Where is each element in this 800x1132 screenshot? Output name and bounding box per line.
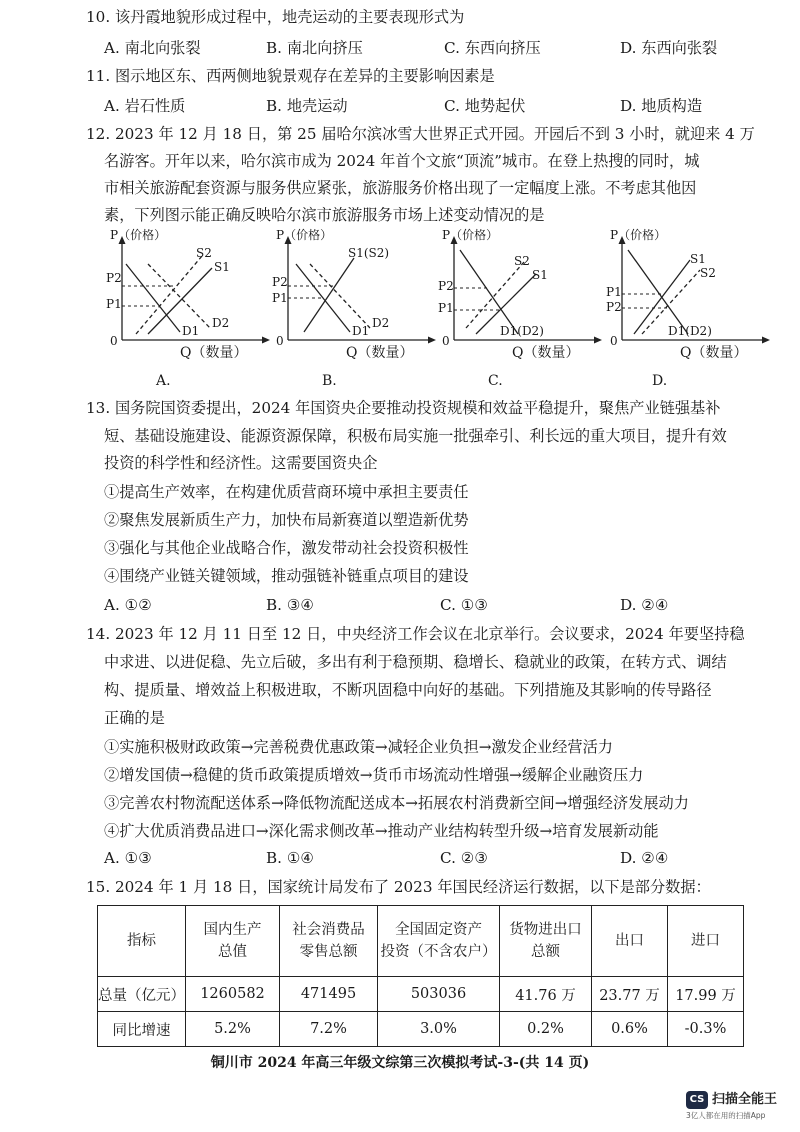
q13-option-a: A. ①②: [104, 596, 152, 614]
graph-d-p-top: P1: [606, 285, 622, 299]
q14-item-4: ④扩大优质消费品进口→深化需求侧改革→推动产业结构转型升级→培育发展新动能: [104, 822, 659, 840]
q12-line-2: 名游客。开年以来，哈尔滨市成为 2024 年首个文旅“顶流”城市。在登上热搜的同时，城: [104, 152, 700, 170]
q13-item-3: ③强化与其他企业战略合作，激发带动社会投资积极性: [104, 539, 469, 557]
table-cell: 471495: [280, 977, 378, 1012]
q14-item-3: ③完善农村物流配送体系→降低物流配送成本→拓展农村消费新空间→增强经济发展动力: [104, 794, 689, 812]
graph-b-curve-s1s2: S1(S2): [348, 246, 390, 260]
table-header-cell: 国内生产 总值: [186, 906, 280, 977]
brand-tagline: 3亿人都在用的扫描App: [686, 1111, 766, 1120]
q12-line-1: 12. 2023 年 12 月 18 日，第 25 届哈尔滨冰雪大世界正式开园。开园后不到 3 小时，就迎来 4 万: [86, 125, 755, 143]
table-header-row: [98, 906, 744, 977]
scanner-watermark: [682, 1089, 794, 1123]
table-row: [98, 977, 744, 1012]
graph-c-p-bottom: P1: [438, 301, 454, 315]
q10-option-d: D. 东西向张裂: [620, 39, 718, 57]
q14-option-d: D. ②④: [620, 849, 669, 867]
q14-option-c: C. ②③: [440, 849, 488, 867]
graph-d-curve-s1: S1: [690, 252, 706, 266]
q11-option-a: A. 岩石性质: [104, 97, 186, 115]
graph-c-curve-d1d2: D1(D2): [500, 324, 544, 338]
graph-d-curve-d1d2: D1(D2): [668, 324, 712, 338]
table-cell: 5.2%: [186, 1012, 280, 1047]
q14-line-2: 中求进、以进促稳、先立后破，多出有利于稳预期、稳增长、稳就业的政策，在转方式、调结: [104, 653, 727, 671]
graph-d-xlabel: Q（数量）: [680, 345, 748, 361]
graph-a: [96, 228, 276, 396]
q13-item-2: ②聚焦发展新质生产力，加快布局新赛道以塑造新优势: [104, 511, 469, 529]
q13-line-3: 投资的科学性和经济性。这需要国资央企: [104, 454, 378, 472]
camscanner-logo-icon: CS: [686, 1091, 708, 1109]
table-header-cell: 指标: [98, 906, 186, 977]
table-header-cell: 出口: [592, 906, 668, 977]
graph-d: [596, 228, 776, 396]
graph-b-caption: B.: [322, 373, 337, 389]
q13-item-1: ①提高生产效率，在构建优质营商环境中承担主要责任: [104, 483, 469, 501]
q13-line-2: 短、基础设施建设、能源资源保障，积极布局实施一批强牵引、利长远的重大项目，提升有效: [104, 427, 727, 445]
table-header-cell: 社会消费品 零售总额: [280, 906, 378, 977]
table-cell: 7.2%: [280, 1012, 378, 1047]
graph-d-caption: D.: [652, 373, 668, 389]
table-cell: 同比增速: [98, 1012, 186, 1047]
economic-data-table: [97, 905, 744, 1047]
table-cell: 总量（亿元）: [98, 977, 186, 1012]
q10-stem: 10. 该丹霞地貌形成过程中，地壳运动的主要表现形式为: [86, 8, 465, 26]
table-cell: 23.77 万: [592, 977, 668, 1012]
graph-c-p-top: P2: [438, 279, 454, 293]
table-cell: 503036: [378, 977, 500, 1012]
table-cell: 17.99 万: [668, 977, 744, 1012]
graph-a-curve-d2: D2: [212, 316, 230, 330]
page-footer: 铜川市 2024 年高三年级文综第三次模拟考试-3-(共 14 页): [210, 1055, 590, 1071]
q14-option-a: A. ①③: [104, 849, 152, 867]
graph-a-caption: A.: [156, 373, 171, 389]
graph-a-p-top: P2: [106, 271, 122, 285]
q12-line-3: 市相关旅游配套资源与服务供应紧张，旅游服务价格出现了一定幅度上涨。不考虑其他因: [104, 179, 697, 197]
graph-b-p-top: P2: [272, 275, 288, 289]
graph-b-ylabel: P（价格）: [276, 228, 333, 242]
graph-c-caption: C.: [488, 373, 503, 389]
table-header-cell: 进口: [668, 906, 744, 977]
q11-stem: 11. 图示地区东、西两侧地貌景观存在差异的主要影响因素是: [86, 67, 495, 85]
graph-a-curve-d1: D1: [182, 324, 200, 338]
brand-name: 扫描全能王: [712, 1092, 778, 1107]
q14-option-b: B. ①④: [266, 849, 315, 867]
q13-line-1: 13. 国务院国资委提出，2024 年国资央企要推动投资规模和效益平稳提升，聚焦产业链强基补: [86, 399, 721, 417]
graph-b-curve-d1: D1: [352, 324, 370, 338]
q10-option-a: A. 南北向张裂: [104, 39, 201, 57]
q14-item-1: ①实施积极财政政策→完善税费优惠政策→减轻企业负担→激发企业经营活力: [104, 738, 613, 756]
q13-option-d: D. ②④: [620, 596, 669, 614]
graph-d-p-bottom: P2: [606, 300, 622, 314]
graph-a-p-bottom: P1: [106, 297, 122, 311]
q11-option-d: D. 地质构造: [620, 97, 703, 115]
graph-b-xlabel: Q（数量）: [346, 345, 414, 361]
table-cell: 0.6%: [592, 1012, 668, 1047]
graph-b-p-bottom: P1: [272, 291, 288, 305]
table-cell: 0.2%: [500, 1012, 592, 1047]
q15-stem: 15. 2024 年 1 月 18 日，国家统计局发布了 2023 年国民经济运行数据，以下是部分数据：: [86, 878, 711, 896]
q11-option-b: B. 地壳运动: [266, 97, 348, 115]
q13-option-b: B. ③④: [266, 596, 315, 614]
table-cell: 1260582: [186, 977, 280, 1012]
table-header-cell: 全国固定资产 投资（不含农户）: [378, 906, 500, 977]
graph-c-curve-s1: S1: [532, 268, 548, 282]
q14-line-3: 构、提质量、增效益上积极进取，不断巩固稳中向好的基础。下列措施及其影响的传导路径: [104, 681, 712, 699]
graph-b-origin: 0: [276, 334, 284, 348]
graph-b: [262, 228, 442, 396]
graph-b-curve-d2: D2: [372, 316, 390, 330]
q10-option-b: B. 南北向挤压: [266, 39, 363, 57]
q10-option-c: C. 东西向挤压: [444, 39, 541, 57]
table-row: [98, 1012, 744, 1047]
q13-option-c: C. ①③: [440, 596, 488, 614]
graph-d-curve-s2: S2: [700, 266, 716, 280]
q14-line-1: 14. 2023 年 12 月 11 日至 12 日，中央经济工作会议在北京举行。会议要求，2024 年要坚持稳: [86, 625, 745, 643]
graph-c-xlabel: Q（数量）: [512, 345, 580, 361]
graph-c-origin: 0: [442, 334, 450, 348]
graph-a-ylabel: P（价格）: [110, 228, 167, 242]
q11-option-c: C. 地势起伏: [444, 97, 526, 115]
graph-c-ylabel: P（价格）: [442, 228, 499, 242]
graph-a-origin: 0: [110, 334, 118, 348]
graph-c-curve-s2: S2: [514, 254, 530, 268]
q14-item-2: ②增发国债→稳健的货币政策提质增效→货币市场流动性增强→缓解企业融资压力: [104, 766, 644, 784]
q14-line-4: 正确的是: [104, 709, 165, 727]
q12-line-4: 素，下列图示能正确反映哈尔滨市旅游服务市场上述变动情况的是: [104, 206, 545, 224]
table-header-cell: 货物进出口 总额: [500, 906, 592, 977]
table-cell: 3.0%: [378, 1012, 500, 1047]
graph-a-xlabel: Q（数量）: [180, 345, 248, 361]
graph-d-origin: 0: [610, 334, 618, 348]
graph-d-ylabel: P（价格）: [610, 228, 667, 242]
graph-a-curve-s2: S2: [196, 246, 212, 260]
graph-c: [428, 228, 608, 396]
table-cell: 41.76 万: [500, 977, 592, 1012]
table-cell: -0.3%: [668, 1012, 744, 1047]
q13-item-4: ④围绕产业链关键领域，推动强链补链重点项目的建设: [104, 567, 469, 585]
graph-a-curve-s1: S1: [214, 260, 230, 274]
